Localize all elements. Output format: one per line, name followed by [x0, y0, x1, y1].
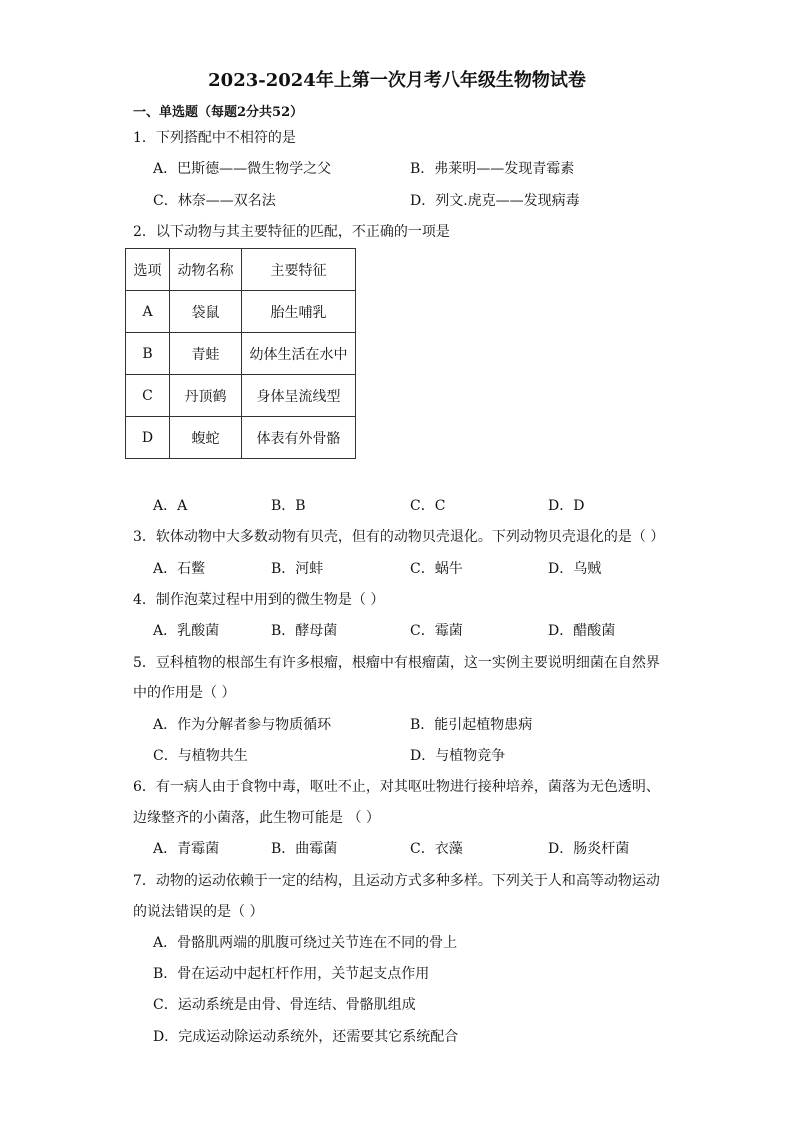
question-4-option-d: D．醋酸菌: [548, 623, 616, 639]
question-7-option-c: C．运动系统是由骨、骨连结、骨骼肌组成: [153, 997, 416, 1013]
question-7-option-d: D．完成运动除运动系统外，还需要其它系统配合: [153, 1029, 459, 1045]
question-2-option-d: D．D: [548, 498, 585, 514]
question-3-option-a: A．石鳖: [153, 561, 206, 577]
table-cell: 身体呈流线型: [242, 375, 356, 417]
table-cell: 丹顶鹤: [170, 375, 242, 417]
question-1-stem: 1．下列搭配中不相符的是: [133, 130, 296, 146]
table-cell: 袋鼠: [170, 291, 242, 333]
question-5-stem-line-2: 中的作用是（ ）: [133, 685, 236, 701]
question-7-option-a: A．骨骼肌两端的肌腹可绕过关节连在不同的骨上: [153, 935, 458, 951]
table-row: [126, 333, 356, 375]
question-7-stem-line-2: 的说法错误的是（ ）: [133, 904, 264, 920]
question-5-option-c: C．与植物共生: [153, 748, 248, 764]
question-6-option-d: D．肠炎杆菌: [548, 841, 630, 857]
section-heading: 一、单选题（每题2分共52）: [133, 105, 304, 120]
table-cell: 青蛙: [170, 333, 242, 375]
question-7-option-b: B．骨在运动中起杠杆作用，关节起支点作用: [153, 966, 430, 982]
question-3-option-b: B．河蚌: [271, 561, 324, 577]
table-header-row: [126, 249, 356, 291]
question-5-option-a: A．作为分解者参与物质循环: [153, 717, 332, 733]
question-2-stem: 2．以下动物与其主要特征的匹配，不正确的一项是: [133, 224, 450, 240]
table-cell: 幼体生活在水中: [242, 333, 356, 375]
question-1-option-b: B．弗莱明——发现青霉素: [410, 161, 575, 177]
question-1-option-d: D．列文.虎克——发现病毒: [410, 193, 580, 209]
table-cell: C: [126, 375, 170, 417]
question-3-option-d: D．乌贼: [548, 561, 602, 577]
table-header-cell: 主要特征: [242, 249, 356, 291]
question-1-option-a: A．巴斯德——微生物学之父: [153, 161, 332, 177]
table-cell: D: [126, 417, 170, 459]
question-6-option-a: A．青霉菌: [153, 841, 220, 857]
table-cell: 胎生哺乳: [242, 291, 356, 333]
question-2-option-c: C．C: [410, 498, 446, 514]
question-2-table: [125, 248, 356, 459]
question-5-stem-line-1: 5．豆科植物的根部生有许多根瘤，根瘤中有根瘤菌，这一实例主要说明细菌在自然界: [133, 655, 660, 671]
table-row: [126, 417, 356, 459]
question-2-option-b: B．B: [271, 498, 306, 514]
question-7-stem-line-1: 7．动物的运动依赖于一定的结构，且运动方式多种多样。下列关于人和高等动物运动: [133, 873, 660, 889]
question-6-stem-line-2: 边缘整齐的小菌落，此生物可能是 （ ）: [133, 810, 380, 826]
table-header-cell: 选项: [126, 249, 170, 291]
exam-title: 2023-2024年上第一次月考八年级生物物试卷: [208, 70, 586, 91]
question-4-stem: 4．制作泡菜过程中用到的微生物是（ ）: [133, 592, 385, 608]
question-4-option-a: A．乳酸菌: [153, 623, 220, 639]
question-4-option-b: B．酵母菌: [271, 623, 338, 639]
table-cell: 蝮蛇: [170, 417, 242, 459]
question-4-option-c: C．霉菌: [410, 623, 463, 639]
question-5-option-d: D．与植物竞争: [410, 748, 506, 764]
question-6-option-b: B．曲霉菌: [271, 841, 338, 857]
table-row: [126, 375, 356, 417]
question-6-option-c: C．衣藻: [410, 841, 463, 857]
question-3-option-c: C．蜗牛: [410, 561, 463, 577]
table-cell: B: [126, 333, 170, 375]
table-cell: 体表有外骨骼: [242, 417, 356, 459]
table-row: [126, 291, 356, 333]
question-3-stem: 3．软体动物中大多数动物有贝壳，但有的动物贝壳退化。下列动物贝壳退化的是（ ）: [133, 529, 665, 545]
question-5-option-b: B．能引起植物患病: [410, 717, 533, 733]
question-1-option-c: C．林奈——双名法: [153, 193, 276, 209]
table-header-cell: 动物名称: [170, 249, 242, 291]
table-cell: A: [126, 291, 170, 333]
question-2-option-a: A．A: [153, 498, 188, 514]
question-6-stem-line-1: 6．有一病人由于食物中毒，呕吐不止，对其呕吐物进行接种培养，菌落为无色透明、: [133, 779, 660, 795]
